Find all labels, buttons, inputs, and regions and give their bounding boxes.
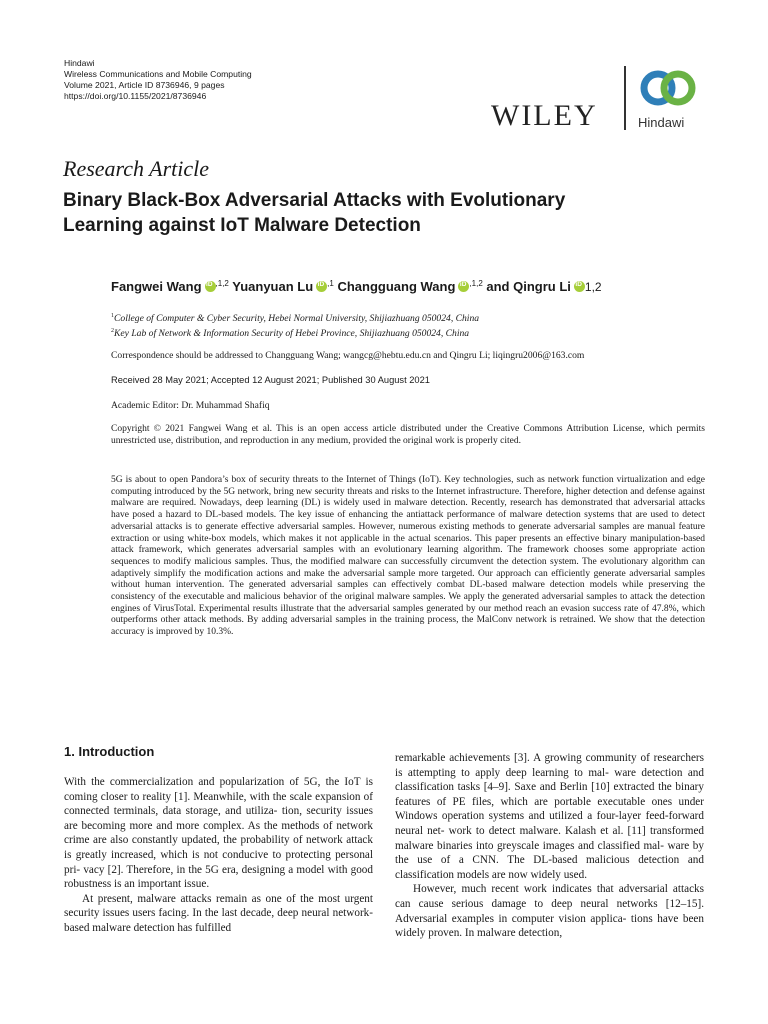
body-column-left (64, 775, 373, 936)
author-name: and Qingru Li (486, 279, 571, 294)
paragraph: With the commercialization and popularization of 5G, the IoT is coming closer to reality [1]. Meanwhile, with the scale expansion of connected terminals, data storage, and utiliza- tion, security issues are becoming more and more complex. As the methods of network crime are also constantly updated, the probability of network attack is greatly increased, which is not conducive to protecting personal pri- vacy [2]. Therefore, in the 5G era, designing a model with good robustness is an important issue. (64, 776, 373, 891)
orcid-icon[interactable] (574, 281, 585, 292)
journal-name: Wireless Communications and Mobile Computing (64, 69, 252, 79)
author-affiliation: ,1,2 (469, 279, 483, 288)
author-list (111, 279, 602, 294)
paragraph: At present, malware attacks remain as one of the most urgent security issues users facing. In the last decade, deep neural network-based malware detection has fulfilled (64, 892, 373, 934)
author-name: Changguang Wang (337, 279, 456, 294)
wiley-logo: WILEY (491, 99, 598, 132)
orcid-icon[interactable] (316, 281, 327, 292)
affiliations (111, 310, 479, 340)
logo-divider (624, 66, 626, 130)
author-affiliation: ,1 (327, 279, 334, 288)
publication-dates: Received 28 May 2021; Accepted 12 August 2021; Published 30 August 2021 (111, 375, 430, 385)
correspondence: Correspondence should be addressed to Changguang Wang; wangcg@hebtu.edu.cn and Qingru Li; liqingru2006@163.com (111, 350, 585, 361)
orcid-icon[interactable] (458, 281, 469, 292)
journal-meta (64, 58, 252, 102)
academic-editor: Academic Editor: Dr. Muhammad Shafiq (111, 400, 270, 411)
author-name: Fangwei Wang (111, 279, 202, 294)
doi-link[interactable]: https://doi.org/10.1155/2021/8736946 (64, 91, 207, 101)
affiliation-item: $^2$Key Lab of Network & Information Security of Hebei Province, Shijiazhuang 050024, China (111, 328, 470, 340)
article-type: Research Article (63, 156, 210, 181)
article-title (63, 188, 703, 238)
publisher-name: Hindawi (64, 58, 95, 68)
author-name: Yuanyuan Lu (232, 279, 314, 294)
affiliation-item: $^1$College of Computer & Cyber Security, Hebei Normal University, Shijiazhuang 050024, China (111, 313, 480, 325)
volume-info: Volume 2021, Article ID 8736946, 9 pages (64, 80, 225, 90)
title-line-2: Learning against IoT Malware Detection (63, 215, 421, 236)
abstract-text: 5G is about to open Pandora’s box of security threats to the Internet of Things (IoT). Key technologies, such as network function virtualization and edge computing introduced by the 5G network, bring new security threats and risks to the Internet infrastructure. Therefore, higher detection and defense against malware are required. Nowadays, deep learning (DL) is widely used in malware detection. Recently, research has demonstrated that adversarial attacks have posed a hazard to DL-based models. The key issue of enhancing the antiattack performance of malware detection systems that are used to detect adversarial attacks is to generate effective adversarial samples. However, numerous existing methods to generate adversarial samples are manual feature extraction or using white-box models, which makes it not applicable in the actual scenarios. This paper presents an effective binary manipulation-based attack framework, which generates adversarial samples with an evolutionary learning algorithm. The framework chooses some appropriate action sequences to modify malicious samples. Thus, the modified malware can successfully circumvent the detection system. The evolutionary algorithm can adaptively simplify the modification actions and make the adversarial sample more targeted. Our approach can efficiently generate adversarial samples without human intervention. The generated adversarial samples can effectively combat DL-based malware detection models while preserving the consistency of the executable and malicious behavior of the original malware samples. We apply the generated adversarial samples to attack the detection engines of VirusTotal. Experimental results illustrate that the adversarial samples generated by our method reach an evasion success rate of 47.8%, which outperforms other attack methods. By adding adversarial samples in the training process, the MalConv network is retrained. We show that the detection accuracy is improved by 10.3%. (111, 475, 705, 638)
section-heading: 1. Introduction (64, 744, 155, 759)
paragraph: However, much recent work indicates that adversarial attacks can cause serious damage to deep neural networks [12–15]. Adversarial examples in computer vision applica- tions have been widely proven. In malware detection, (395, 883, 704, 940)
copyright-notice: Copyright © 2021 Fangwei Wang et al. This is an open access article distributed under the Creative Commons Attribution License, which permits unrestricted use, distribution, and reproduction in any medium, provided the original work is properly cited. (111, 424, 705, 446)
title-line-1: Binary Black-Box Adversarial Attacks with Evolutionary (63, 190, 566, 211)
hindawi-logo-icon (636, 66, 700, 110)
author-affiliation: 1,2 (584, 280, 602, 294)
hindawi-logo-text: Hindawi (638, 115, 685, 130)
orcid-icon[interactable] (205, 281, 216, 292)
paragraph: remarkable achievements [3]. A growing community of researchers is attempting to apply deep learning to mal- ware detection and classification tasks [4–9]. Saxe and Berlin [10] extracted the binary features of PE files, which are portable executable ones under Windows operation systems and utilized a four-layer feed-forward neural net- work to detect malware. Kalash et al. [11] transformed malware binaries into greyscale images and classified mal- ware by the use of a CNN. The DL-based malicious detection and classification models are now widely used. (395, 752, 704, 881)
author-affiliation: ,1,2 (215, 279, 229, 288)
body-column-right (395, 751, 704, 941)
